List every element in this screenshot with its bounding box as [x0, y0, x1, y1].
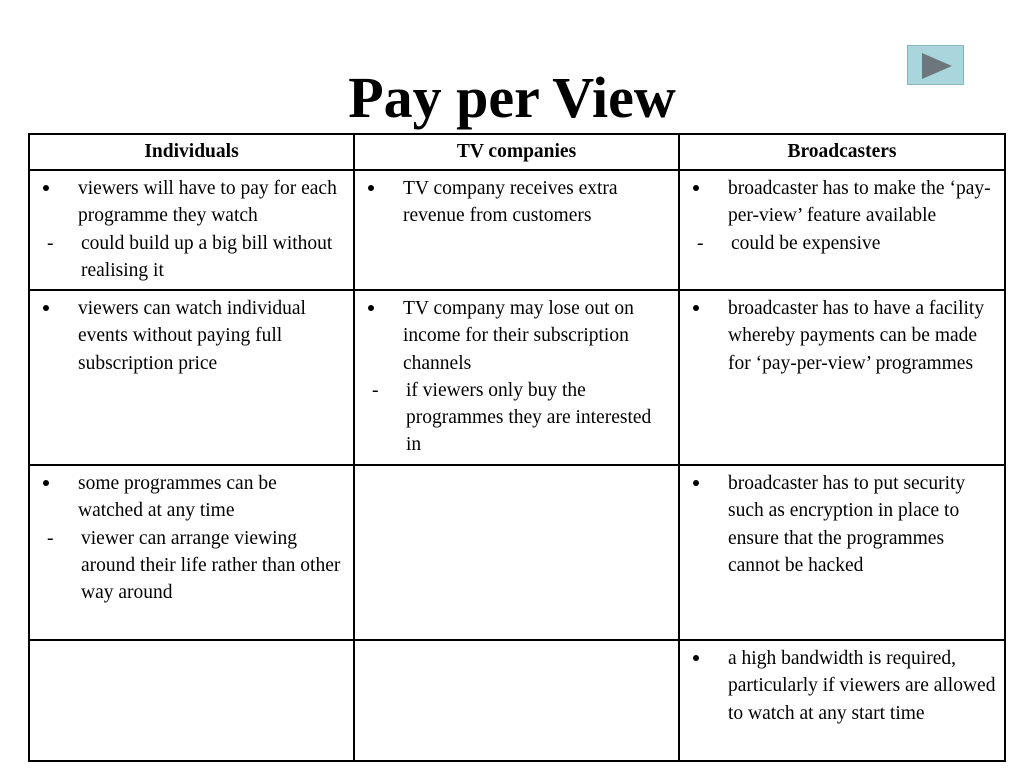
table-cell: [29, 290, 354, 465]
comparison-table: [28, 133, 1006, 762]
table-cell: [679, 465, 1005, 640]
play-arrow-icon: [922, 53, 952, 79]
bullet-icon: [686, 175, 728, 202]
bullet-icon: [686, 645, 728, 672]
bullet-item: [686, 295, 996, 377]
sub-bullet-text: viewer can arrange viewing around their life rather than other way around: [81, 527, 341, 604]
bullet-text: viewers will have to pay for each programme they watch: [78, 178, 337, 227]
bullet-item: [36, 295, 345, 377]
bullet-text: TV company receives extra revenue from customers: [403, 178, 618, 227]
bullet-item: [36, 470, 345, 525]
next-slide-button[interactable]: [907, 45, 964, 85]
column-header-broadcasters: Broadcasters: [679, 134, 1005, 170]
bullet-icon: [686, 295, 728, 322]
bullet-item: [361, 175, 670, 230]
dash-marker: -: [47, 232, 54, 254]
bullet-icon: [36, 295, 78, 322]
table-row: [29, 290, 1005, 465]
table-row: [29, 465, 1005, 640]
table-cell-empty: [29, 640, 354, 761]
bullet-item: [686, 470, 996, 579]
table-cell: [679, 290, 1005, 465]
table-cell: [679, 170, 1005, 290]
table-cell: [679, 640, 1005, 761]
page-title: Pay per View: [348, 65, 676, 130]
bullet-text: TV company may lose out on income for their subscription channels: [403, 298, 634, 374]
sub-bullet-text: if viewers only buy the programmes they are interested in: [406, 379, 652, 456]
table-cell-empty: [354, 640, 679, 761]
bullet-item: [361, 295, 670, 377]
table-cell: [354, 290, 679, 465]
table-cell: [29, 465, 354, 640]
bullet-item: [686, 645, 996, 727]
sub-bullet-item: [361, 377, 670, 459]
bullet-text: some programmes can be watched at any time: [78, 473, 277, 522]
bullet-text: broadcaster has to put security such as encryption in place to ensure that the programmes cannot be hacked: [728, 473, 966, 576]
bullet-icon: [361, 295, 403, 322]
sub-bullet-item: [36, 525, 345, 607]
table-cell: [354, 170, 679, 290]
bullet-icon: [36, 175, 78, 202]
bullet-icon: [36, 470, 78, 497]
table-row: [29, 170, 1005, 290]
bullet-icon: [361, 175, 403, 202]
sub-bullet-text: could build up a big bill without realising it: [81, 232, 333, 281]
dash-marker: -: [47, 527, 54, 549]
bullet-text: viewers can watch individual events without paying full subscription price: [78, 298, 306, 374]
column-header-individuals: Individuals: [29, 134, 354, 170]
dash-marker: -: [372, 379, 379, 401]
sub-bullet-item: [686, 230, 996, 257]
dash-marker: -: [697, 232, 704, 254]
bullet-item: [686, 175, 996, 230]
bullet-text: broadcaster has to have a facility whereby payments can be made for ‘pay-per-view’ programmes: [728, 298, 985, 374]
table-cell-empty: [354, 465, 679, 640]
sub-bullet-item: [36, 230, 345, 285]
table-header-row: [29, 134, 1005, 170]
table-cell: [29, 170, 354, 290]
column-header-tv-companies: TV companies: [354, 134, 679, 170]
bullet-text: a high bandwidth is required, particularly if viewers are allowed to watch at any start time: [728, 648, 996, 724]
bullet-item: [36, 175, 345, 230]
sub-bullet-text: could be expensive: [731, 232, 881, 254]
bullet-text: broadcaster has to make the ‘pay-per-view’ feature available: [728, 178, 991, 227]
table-row: [29, 640, 1005, 761]
bullet-icon: [686, 470, 728, 497]
